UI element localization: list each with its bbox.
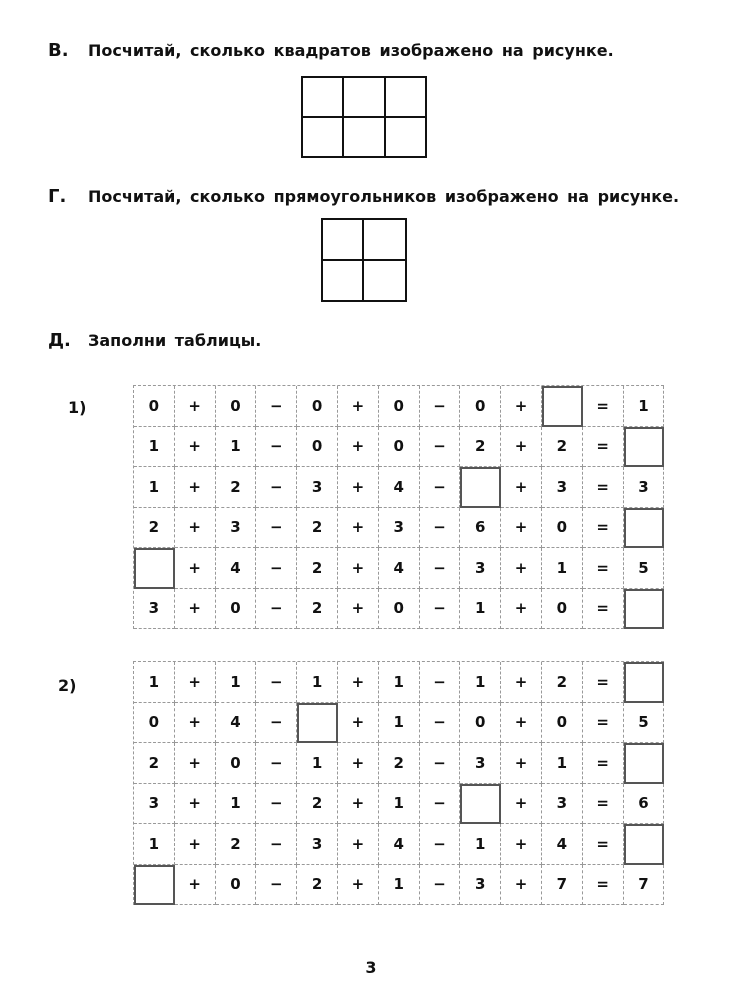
table-cell: + — [175, 508, 216, 549]
table-cell: 3 — [134, 589, 175, 630]
table-cell: + — [501, 784, 542, 825]
table-cell: + — [338, 548, 379, 589]
table-cell: + — [175, 784, 216, 825]
table-cell: 0 — [379, 427, 420, 468]
table-cell: 1 — [460, 589, 501, 630]
table-cell: − — [420, 427, 461, 468]
table-cell: 0 — [297, 427, 338, 468]
table-cell: 1 — [134, 662, 175, 703]
table-cell: 3 — [624, 467, 665, 508]
table-cell: + — [175, 743, 216, 784]
page-number: 3 — [365, 958, 377, 977]
table-cell: 1 — [297, 662, 338, 703]
table-cell: + — [501, 662, 542, 703]
table-cell: 1 — [216, 427, 257, 468]
table-cell: + — [501, 386, 542, 427]
table-cell: 2 — [134, 743, 175, 784]
table-cell: 5 — [624, 703, 665, 744]
table-cell: 3 — [460, 548, 501, 589]
table-cell: − — [420, 703, 461, 744]
answer-box[interactable] — [624, 662, 665, 703]
table-cell: = — [583, 743, 624, 784]
table-cell: − — [420, 386, 461, 427]
squares-figure — [301, 76, 427, 158]
table-cell: − — [420, 589, 461, 630]
table-1 — [133, 385, 664, 629]
table-cell: − — [420, 467, 461, 508]
table-cell: − — [420, 824, 461, 865]
table-cell: + — [501, 865, 542, 906]
table-cell: 7 — [624, 865, 665, 906]
table-cell: 3 — [216, 508, 257, 549]
answer-box[interactable] — [460, 784, 501, 825]
answer-box[interactable] — [624, 824, 665, 865]
table-cell: 0 — [216, 743, 257, 784]
table-cell: 3 — [297, 467, 338, 508]
table-cell: − — [256, 865, 297, 906]
table-cell: 1 — [624, 386, 665, 427]
table-2-label: 2) — [58, 676, 77, 695]
answer-box[interactable] — [134, 865, 175, 906]
table-cell: + — [338, 508, 379, 549]
table-cell: 2 — [134, 508, 175, 549]
answer-box[interactable] — [134, 548, 175, 589]
task-d-text: Заполни таблицы. — [88, 331, 262, 350]
task-d-heading — [48, 330, 261, 351]
answer-box[interactable] — [460, 467, 501, 508]
table-cell: + — [501, 548, 542, 589]
table-cell: + — [501, 589, 542, 630]
table-cell: = — [583, 824, 624, 865]
table-cell: 1 — [134, 467, 175, 508]
table-cell: + — [175, 386, 216, 427]
table-cell: 0 — [379, 589, 420, 630]
table-cell: 1 — [297, 743, 338, 784]
table-cell: + — [338, 589, 379, 630]
table-cell: = — [583, 662, 624, 703]
table-cell: = — [583, 703, 624, 744]
task-g-heading — [48, 186, 679, 207]
table-cell: 0 — [460, 386, 501, 427]
table-cell: + — [338, 703, 379, 744]
table-cell: + — [175, 824, 216, 865]
table-cell: 3 — [542, 784, 583, 825]
table-cell: − — [256, 427, 297, 468]
table-cell: 0 — [542, 589, 583, 630]
table-cell: 0 — [460, 703, 501, 744]
table-cell: 1 — [216, 662, 257, 703]
table-cell: 1 — [216, 784, 257, 825]
table-cell: 1 — [379, 703, 420, 744]
answer-box[interactable] — [624, 743, 665, 784]
table-1-label: 1) — [68, 398, 87, 417]
table-cell: 0 — [134, 386, 175, 427]
table-cell: 5 — [624, 548, 665, 589]
table-cell: − — [256, 662, 297, 703]
table-2 — [133, 661, 664, 905]
table-cell: 1 — [379, 784, 420, 825]
table-cell: 3 — [460, 743, 501, 784]
table-cell: 6 — [460, 508, 501, 549]
table-cell: 2 — [216, 467, 257, 508]
table-cell: 1 — [542, 548, 583, 589]
table-cell: 2 — [297, 548, 338, 589]
table-cell: 1 — [134, 824, 175, 865]
table-cell: + — [501, 427, 542, 468]
table-cell: + — [338, 427, 379, 468]
table-cell: − — [420, 548, 461, 589]
table-cell: 4 — [379, 824, 420, 865]
table-cell: − — [256, 548, 297, 589]
table-cell: + — [501, 743, 542, 784]
table-cell: = — [583, 467, 624, 508]
table-cell: 4 — [379, 548, 420, 589]
table-cell: + — [338, 743, 379, 784]
table-cell: + — [175, 865, 216, 906]
table-cell: 4 — [216, 703, 257, 744]
table-cell: 0 — [216, 386, 257, 427]
table-cell: + — [338, 824, 379, 865]
table-cell: 3 — [460, 865, 501, 906]
table-cell: 2 — [297, 508, 338, 549]
table-cell: = — [583, 589, 624, 630]
answer-box[interactable] — [624, 427, 665, 468]
table-cell: + — [175, 703, 216, 744]
table-cell: 3 — [297, 824, 338, 865]
table-cell: + — [175, 589, 216, 630]
table-cell: − — [256, 784, 297, 825]
table-cell: 0 — [542, 703, 583, 744]
table-cell: + — [338, 662, 379, 703]
table-cell: − — [256, 824, 297, 865]
table-cell: = — [583, 548, 624, 589]
table-cell: + — [175, 662, 216, 703]
table-cell: 0 — [297, 386, 338, 427]
table-cell: 4 — [542, 824, 583, 865]
table-cell: − — [256, 743, 297, 784]
table-cell: 0 — [134, 703, 175, 744]
answer-box[interactable] — [542, 386, 583, 427]
rectangles-figure — [321, 218, 407, 302]
task-g-letter: Г. — [48, 186, 67, 207]
table-cell: 2 — [542, 427, 583, 468]
table-cell: 3 — [134, 784, 175, 825]
table-cell: − — [420, 508, 461, 549]
table-cell: − — [256, 467, 297, 508]
table-cell: 4 — [216, 548, 257, 589]
table-cell: 1 — [460, 824, 501, 865]
table-cell: − — [256, 386, 297, 427]
table-cell: 3 — [542, 467, 583, 508]
table-cell: + — [501, 824, 542, 865]
table-cell: 0 — [379, 386, 420, 427]
table-cell: 2 — [297, 865, 338, 906]
answer-box[interactable] — [624, 589, 665, 630]
table-cell: = — [583, 865, 624, 906]
table-cell: 2 — [297, 589, 338, 630]
table-cell: − — [420, 784, 461, 825]
table-cell: − — [420, 662, 461, 703]
table-cell: 1 — [379, 662, 420, 703]
table-cell: = — [583, 386, 624, 427]
table-cell: 1 — [134, 427, 175, 468]
task-g-text: Посчитай, сколько прямоугольников изображено на рисунке. — [88, 187, 680, 206]
table-cell: − — [420, 865, 461, 906]
table-cell: 2 — [216, 824, 257, 865]
task-d-letter: Д. — [48, 330, 71, 351]
table-cell: 1 — [542, 743, 583, 784]
table-cell: 0 — [542, 508, 583, 549]
table-cell: + — [338, 467, 379, 508]
table-cell: − — [256, 508, 297, 549]
answer-box[interactable] — [297, 703, 338, 744]
table-cell: 0 — [216, 865, 257, 906]
table-cell: − — [256, 703, 297, 744]
table-cell: + — [501, 508, 542, 549]
table-cell: 2 — [379, 743, 420, 784]
table-cell: 7 — [542, 865, 583, 906]
table-cell: 1 — [379, 865, 420, 906]
table-cell: + — [175, 467, 216, 508]
task-v-heading — [48, 40, 614, 61]
task-v-letter: В. — [48, 40, 69, 61]
table-cell: + — [175, 548, 216, 589]
table-cell: 6 — [624, 784, 665, 825]
table-cell: + — [501, 703, 542, 744]
table-cell: 0 — [216, 589, 257, 630]
table-cell: 1 — [460, 662, 501, 703]
table-cell: 2 — [460, 427, 501, 468]
table-cell: = — [583, 784, 624, 825]
table-cell: + — [175, 427, 216, 468]
table-cell: + — [501, 467, 542, 508]
table-cell: 3 — [379, 508, 420, 549]
table-cell: + — [338, 865, 379, 906]
task-v-text: Посчитай, сколько квадратов изображено на рисунке. — [88, 41, 614, 60]
table-cell: 2 — [542, 662, 583, 703]
table-cell: − — [256, 589, 297, 630]
table-cell: + — [338, 784, 379, 825]
table-cell: 2 — [297, 784, 338, 825]
table-cell: − — [420, 743, 461, 784]
table-cell: = — [583, 427, 624, 468]
answer-box[interactable] — [624, 508, 665, 549]
table-cell: = — [583, 508, 624, 549]
table-cell: 4 — [379, 467, 420, 508]
table-cell: + — [338, 386, 379, 427]
